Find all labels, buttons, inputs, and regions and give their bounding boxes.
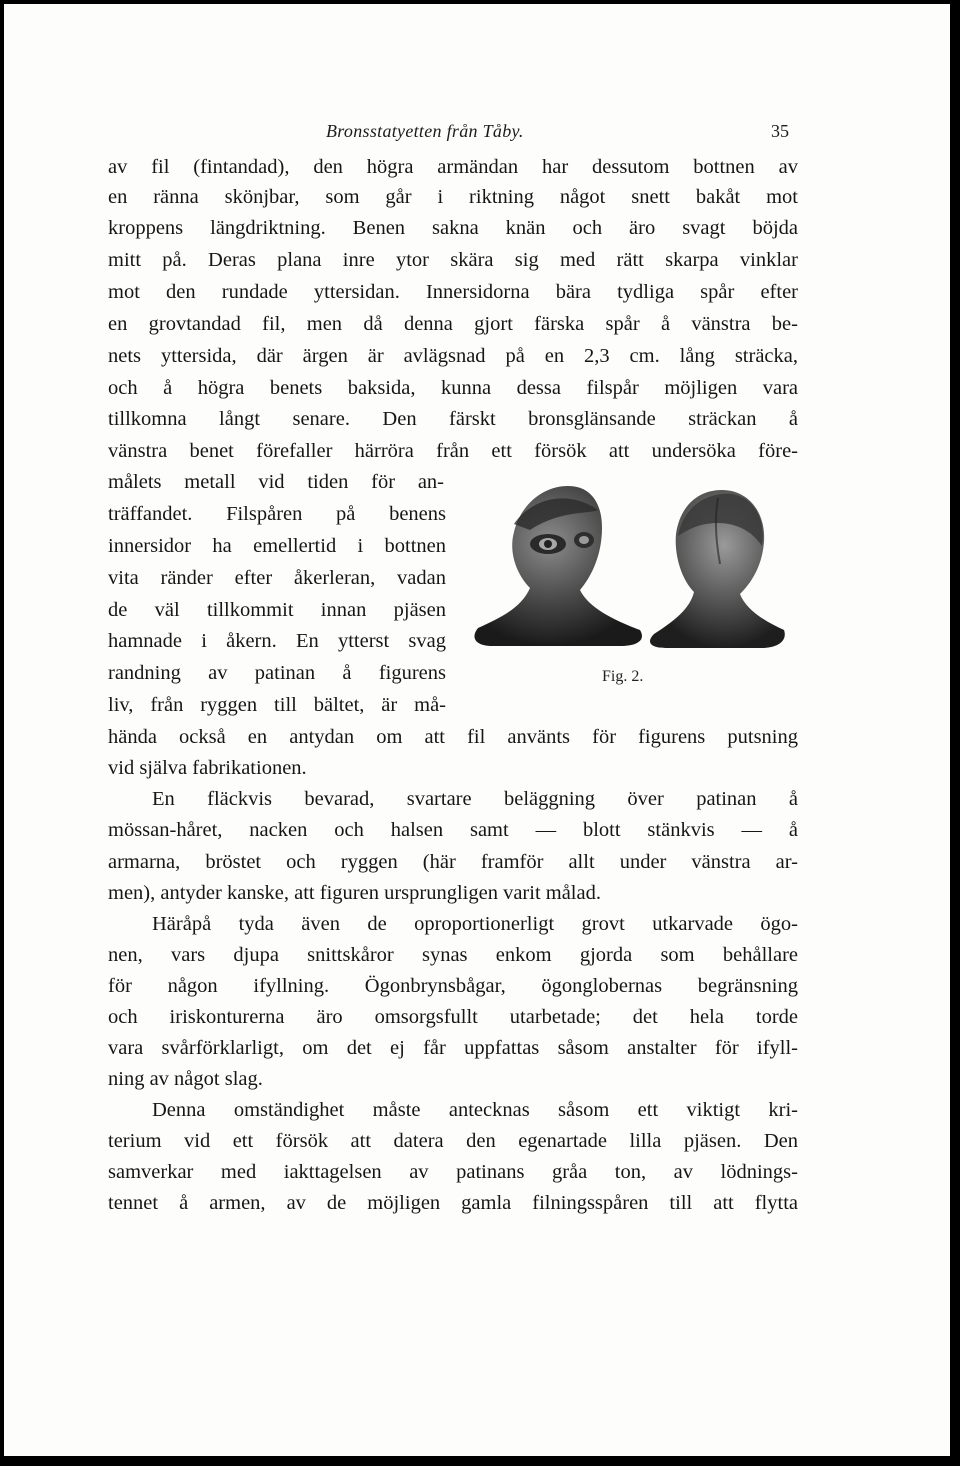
- text-line: En fläckvis bevarad, svartare beläggning över patinan å: [152, 788, 798, 810]
- figure-caption: Fig. 2.: [602, 668, 644, 685]
- text-line: hamnade i åkern. En ytterst svag: [108, 630, 446, 652]
- text-line: Häråpå tyda även de oproportionerligt grovt utkarvade ögo-: [152, 913, 798, 935]
- text-line: av fil (fintandad), den högra armändan har dessutom bottnen av: [108, 156, 798, 178]
- text-line: liv, från ryggen till bältet, är må-: [108, 694, 446, 716]
- text-line: nets yttersida, där ärgen är avlägsnad på en 2,3 cm. lång sträcka,: [108, 345, 798, 367]
- text-line: terium vid ett försök att datera den egenartade lilla pjäsen. Den: [108, 1130, 798, 1152]
- text-line: och å högra benets baksida, kunna dessa filspår möjligen vara: [108, 377, 798, 399]
- text-line: träffandet. Filspåren på benens: [108, 503, 446, 525]
- running-header: [4, 121, 950, 145]
- text-line: mot den rundade yttersidan. Innersidorna bära tydliga spår efter: [108, 281, 798, 303]
- text-line: mitt på. Deras plana inre ytor skära sig med rätt skarpa vinklar: [108, 249, 798, 271]
- page: [4, 4, 950, 1456]
- figure-bronze-head: [470, 480, 790, 690]
- text-line: Denna omständighet måste antecknas såsom ett viktigt kri-: [152, 1099, 798, 1121]
- text-line: de väl tillkommit innan pjäsen: [108, 599, 446, 621]
- head-back-view: [650, 490, 785, 648]
- text-line: och iriskonturerna äro omsorgsfullt utarbetade; det hela torde: [108, 1006, 798, 1028]
- head-front-view: [474, 486, 641, 646]
- text-line: samverkar med iakttagelsen av patinans gråa ton, av lödnings-: [108, 1161, 798, 1183]
- text-line: randning av patinan å figurens: [108, 662, 446, 684]
- text-line: tennet å armen, av de möjligen gamla filningsspåren till att flytta: [108, 1192, 798, 1214]
- text-line: vara svårförklarligt, om det ej får uppfattas såsom anstalter för ifyll-: [108, 1037, 798, 1059]
- text-line: kroppens längdriktning. Benen sakna knän och äro svagt böjda: [108, 217, 798, 239]
- text-line: målets metall vid tiden för an-: [108, 471, 444, 493]
- text-line: ning av något slag.: [108, 1068, 263, 1090]
- text-line: mössan-håret, nacken och halsen samt — blott stänkvis — å: [108, 819, 798, 841]
- text-line: för någon ifyllning. Ögonbrynsbågar, ögonglobernas begränsning: [108, 975, 798, 997]
- text-line: men), antyder kanske, att figuren ursprungligen varit målad.: [108, 882, 601, 904]
- text-line: armarna, bröstet och ryggen (här framför allt under vänstra ar-: [108, 851, 798, 873]
- text-line: vid själva fabrikationen.: [108, 757, 307, 779]
- bronze-head-photo: [470, 480, 790, 690]
- page-number: 35: [771, 121, 789, 141]
- text-line: hända också en antydan om att fil använts för figurens putsning: [108, 726, 798, 748]
- text-line: en grovtandad fil, men då denna gjort färska spår å vänstra be-: [108, 313, 798, 335]
- running-title: Bronsstatyetten från Tåby.: [326, 121, 524, 141]
- text-line: en ränna skönjbar, som går i riktning något snett bakåt mot: [108, 186, 798, 208]
- text-line: tillkomna långt senare. Den färskt bronsglänsande sträckan å: [108, 408, 798, 430]
- text-line: nen, vars djupa snittskåror synas enkom gjorda som behållare: [108, 944, 798, 966]
- text-line: vita ränder efter åkerleran, vadan: [108, 567, 446, 589]
- text-line: innersidor ha emellertid i bottnen: [108, 535, 446, 557]
- text-line: vänstra benet förefaller härröra från ett försök att undersöka före-: [108, 440, 798, 462]
